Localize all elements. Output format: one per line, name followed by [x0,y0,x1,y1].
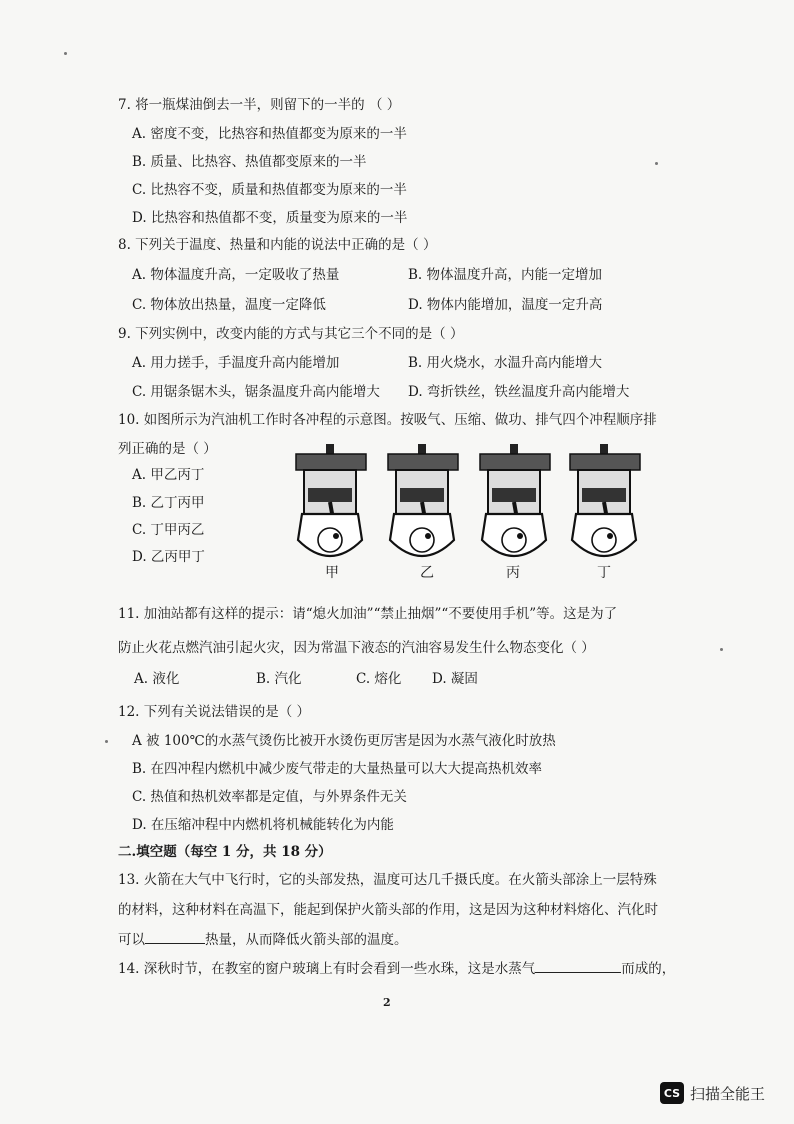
engine-label-ding: 丁 [597,565,611,581]
engine-label-yi: 乙 [420,565,434,581]
question-10-option-a: A. 甲乙丙丁 [132,467,205,483]
question-12-option-d: D. 在压缩冲程中内燃机将机械能转化为内能 [132,817,394,833]
question-11-option-b: B. 汽化 [256,671,302,687]
question-12-option-a: A 被 100℃的水蒸气烫伤比被开水烫伤更厉害是因为水蒸气液化时放热 [132,733,556,749]
question-11-option-d: D. 凝固 [432,671,478,687]
question-10-option-b: B. 乙丁丙甲 [132,495,205,511]
engine-label-bing: 丙 [506,565,520,581]
scanner-watermark [660,1082,765,1104]
question-13-line2: 的材料，这种材料在高温下，能起到保护火箭头部的作用，这是因为这种材料熔化、汽化时 [118,902,658,918]
question-7-option-c: C. 比热容不变，质量和热值都变为原来的一半 [132,182,407,198]
question-9-stem: 9. 下列实例中，改变内能的方式与其它三个不同的是（ ） [118,326,464,342]
scan-speck [655,162,658,165]
engine-diagram-ding [570,444,640,556]
question-7-option-b: B. 质量、比热容、热值都变原来的一半 [132,154,367,170]
engine-diagram-yi [388,444,458,556]
question-9-option-a: A. 用力搓手，手温度升高内能增加 [132,355,340,371]
question-13-line3-post: 热量，从而降低火箭头部的温度。 [205,932,408,948]
scanner-logo-icon: CS [660,1082,684,1104]
question-14-pre: 14. 深秋时节，在教室的窗户玻璃上有时会看到一些水珠，这是水蒸气 [118,961,536,977]
question-11-option-c: C. 熔化 [356,671,402,687]
engine-label-jia: 甲 [325,565,339,581]
question-7-stem: 7. 将一瓶煤油倒去一半，则留下的一半的 （ ） [118,97,401,113]
question-9-option-d: D. 弯折铁丝，铁丝温度升高内能增大 [408,384,630,400]
question-11-line1: 11. 加油站都有这样的提示：请“熄火加油”“禁止抽烟”“不要使用手机”等。这是为了 [118,606,618,622]
question-12-option-c: C. 热值和热机效率都是定值，与外界条件无关 [132,789,407,805]
question-13-line3 [118,931,408,949]
question-13-line1: 13. 火箭在大气中飞行时，它的头部发热，温度可达几千摄氏度。在火箭头部涂上一层特殊 [118,872,657,888]
engine-diagram-bing [480,444,550,556]
question-12-option-b: B. 在四冲程内燃机中减少废气带走的大量热量可以大大提高热机效率 [132,761,543,777]
question-10-option-d: D. 乙丙甲丁 [132,549,205,565]
page-number: 2 [383,996,391,1009]
section-2-title: 二.填空题（每空 1 分，共 18 分） [118,844,332,860]
question-14-line1 [118,960,675,978]
question-8-option-a: A. 物体温度升高，一定吸收了热量 [132,267,340,283]
question-12-stem: 12. 下列有关说法错误的是（ ） [118,704,311,720]
question-9-option-c: C. 用锯条锯木头，锯条温度升高内能增大 [132,384,380,400]
engine-diagram-jia [296,444,366,556]
question-11-line2: 防止火花点燃汽油引起火灾，因为常温下液态的汽油容易发生什么物态变化（ ） [118,640,595,656]
scan-speck [720,648,723,651]
question-8-option-d: D. 物体内能增加，温度一定升高 [408,297,603,313]
answer-blank[interactable] [535,960,621,973]
question-10-option-c: C. 丁甲丙乙 [132,522,205,538]
answer-blank[interactable] [145,931,205,944]
question-7-option-a: A. 密度不变，比热容和热值都变为原来的一半 [132,126,407,142]
scanner-brand-text: 扫描全能王 [690,1084,766,1103]
question-8-stem: 8. 下列关于温度、热量和内能的说法中正确的是（ ） [118,237,437,253]
question-13-line3-pre: 可以 [118,932,145,948]
question-8-option-b: B. 物体温度升高，内能一定增加 [408,267,603,283]
question-10-stem-line2: 列正确的是（ ） [118,441,217,457]
question-8-option-c: C. 物体放出热量，温度一定降低 [132,297,326,313]
question-10-stem-line1: 10. 如图所示为汽油机工作时各冲程的示意图。按吸气、压缩、做功、排气四个冲程顺序排 [118,412,657,428]
question-9-option-b: B. 用火烧水，水温升高内能增大 [408,355,603,371]
question-11-option-a: A. 液化 [134,671,180,687]
question-14-post: 而成的， [621,961,676,977]
question-7-option-d: D. 比热容和热值都不变，质量变为原来的一半 [132,210,408,226]
scan-speck [105,740,108,743]
scan-speck [64,52,67,55]
